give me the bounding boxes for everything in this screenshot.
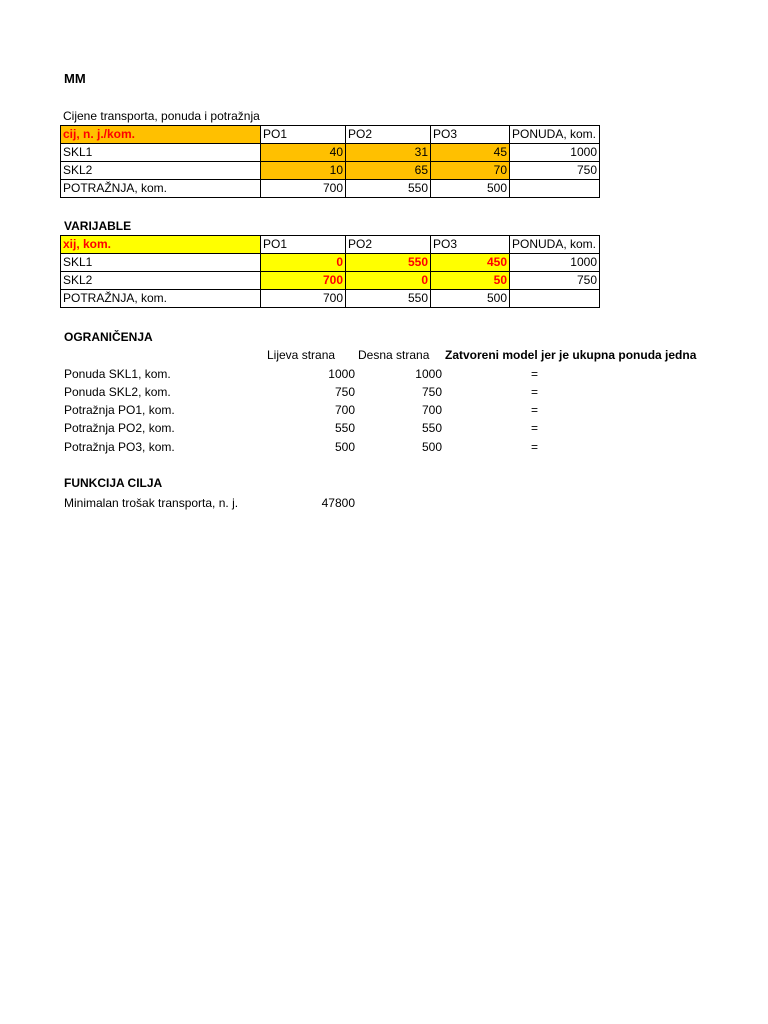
variable-cell[interactable]: 450: [431, 254, 510, 272]
variables-table: [60, 235, 600, 308]
variable-cell[interactable]: 0: [346, 272, 431, 290]
variable-cell[interactable]: 0: [261, 254, 346, 272]
variable-cell[interactable]: 550: [346, 254, 431, 272]
costs-row-skl2: [61, 162, 600, 180]
constraint-left-value[interactable]: 750: [334, 385, 355, 399]
variable-cell[interactable]: 700: [261, 272, 346, 290]
supply-cell[interactable]: 1000: [510, 254, 600, 272]
variables-header-row: [61, 236, 600, 254]
constraint-left-value[interactable]: 500: [334, 440, 355, 454]
objective-value[interactable]: 47800: [321, 496, 355, 510]
variables-row-skl1: [61, 254, 600, 272]
constraint-sign: =: [531, 421, 539, 435]
variables-demand-label[interactable]: POTRAŽNJA, kom.: [61, 290, 261, 308]
supply-cell[interactable]: [510, 180, 600, 198]
variables-row-label[interactable]: SKL1: [61, 254, 261, 272]
supply-cell[interactable]: [510, 290, 600, 308]
constraints-caption: OGRANIČENJA: [64, 330, 153, 344]
constraint-right-value[interactable]: 500: [421, 440, 442, 454]
constraint-right-value[interactable]: 750: [421, 385, 442, 399]
supply-cell[interactable]: 750: [510, 272, 600, 290]
costs-header-label[interactable]: cij, n. j./kom.: [61, 126, 261, 144]
objective-label: Minimalan trošak transporta, n. j.: [64, 496, 239, 510]
constraint-left-value[interactable]: 1000: [328, 367, 355, 381]
cost-cell[interactable]: 31: [346, 144, 431, 162]
cost-cell[interactable]: 65: [346, 162, 431, 180]
costs-table: [60, 125, 600, 198]
cost-cell[interactable]: 45: [431, 144, 510, 162]
constraint-sign: =: [531, 385, 539, 399]
variables-header-label[interactable]: xij, kom.: [61, 236, 261, 254]
costs-row-skl1: [61, 144, 600, 162]
constraint-right-value[interactable]: 700: [421, 403, 442, 417]
constraint-label: Ponuda SKL2, kom.: [64, 385, 171, 399]
supply-cell[interactable]: 1000: [510, 144, 600, 162]
costs-header-row: [61, 126, 600, 144]
demand-cell[interactable]: 500: [431, 180, 510, 198]
constraints-right-header: Desna strana: [358, 348, 430, 362]
constraint-sign: =: [531, 367, 539, 381]
costs-row-label[interactable]: SKL1: [61, 144, 261, 162]
costs-demand-label[interactable]: POTRAŽNJA, kom.: [61, 180, 261, 198]
variables-header-po1[interactable]: PO1: [261, 236, 346, 254]
constraints-note: [445, 346, 703, 364]
demand-cell[interactable]: 550: [346, 180, 431, 198]
constraint-left-value[interactable]: 700: [334, 403, 355, 417]
costs-demand-row: [61, 180, 600, 198]
costs-header-supply[interactable]: PONUDA, kom.: [510, 126, 600, 144]
supply-cell[interactable]: 750: [510, 162, 600, 180]
constraint-right-value[interactable]: 1000: [415, 367, 442, 381]
constraint-label: Potražnja PO2, kom.: [64, 421, 175, 435]
variable-cell[interactable]: 50: [431, 272, 510, 290]
variables-demand-row: [61, 290, 600, 308]
costs-header-po1[interactable]: PO1: [261, 126, 346, 144]
constraint-label: Ponuda SKL1, kom.: [64, 367, 171, 381]
sheet-title: MM: [64, 71, 86, 86]
constraint-sign: =: [531, 440, 539, 454]
constraint-label: Potražnja PO1, kom.: [64, 403, 175, 417]
demand-cell[interactable]: 500: [431, 290, 510, 308]
variables-header-po3[interactable]: PO3: [431, 236, 510, 254]
demand-cell[interactable]: 700: [261, 290, 346, 308]
cost-cell[interactable]: 70: [431, 162, 510, 180]
demand-cell[interactable]: 700: [261, 180, 346, 198]
variables-header-supply[interactable]: PONUDA, kom.: [510, 236, 600, 254]
demand-cell[interactable]: 550: [346, 290, 431, 308]
variables-row-skl2: [61, 272, 600, 290]
costs-header-po2[interactable]: PO2: [346, 126, 431, 144]
constraints-left-header: Lijeva strana: [267, 348, 336, 362]
variables-row-label[interactable]: SKL2: [61, 272, 261, 290]
objective-caption: FUNKCIJA CILJA: [64, 476, 163, 490]
constraint-sign: =: [531, 403, 539, 417]
constraint-right-value[interactable]: 550: [421, 421, 442, 435]
constraint-left-value[interactable]: 550: [334, 421, 355, 435]
costs-header-po3[interactable]: PO3: [431, 126, 510, 144]
variables-header-po2[interactable]: PO2: [346, 236, 431, 254]
variables-caption: VARIJABLE: [64, 219, 132, 233]
constraints-note-text: Zatvoreni model jer je ukupna ponuda jedna: [445, 348, 697, 362]
costs-caption: Cijene transporta, ponuda i potražnja: [63, 109, 260, 123]
constraint-label: Potražnja PO3, kom.: [64, 440, 175, 454]
cost-cell[interactable]: 40: [261, 144, 346, 162]
cost-cell[interactable]: 10: [261, 162, 346, 180]
costs-row-label[interactable]: SKL2: [61, 162, 261, 180]
